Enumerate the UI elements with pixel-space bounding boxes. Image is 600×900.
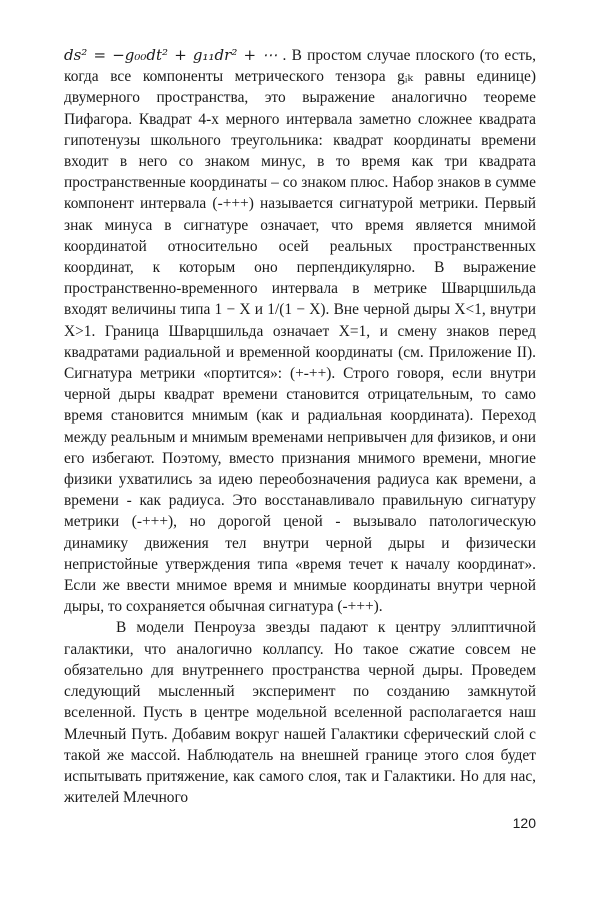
paragraph-text: В модели Пенроуза звезды падают к центру эллиптичной галактики, что аналогично коллапсу. Но такое сжатие совсем не обязательно для внутреннего пространства черной дыры. Проведем следующий мысленный эксперимент по созданию замкнутой вселенной. Пусть в центре модельной вселенной располагается наш Млечный Путь. Добавим вокруг нашей Галактики сферический слой с такой же массой. Наблюдатель на внешней границе этого слоя будет испытывать притяжение, как самого слоя, так и Галактики. Но для нас, жителей Млечного [64,619,536,807]
paragraph-text: . В простом случае плоского (то есть, когда все компоненты метрического тензора gᵢₖ равны единице) двумерного пространства, это выражение аналогично теореме Пифагора. Квадрат 4-х мерного интервала заметно сложнее квадрата гипотенузы школьного треугольника: квадрат координаты времени входит в него со знаком минус, в то время как три квадрата пространственные координаты – со знаком плюс. Набор знаков в сумме компонент интервала (-+++) называется сигнатурой метрики. Первый знак минуса в сигнатуре означает, что время является мнимой координатой относительно осей реальных пространственных координат, к которым оно перпендикулярно. В выражение пространственно-временного интервала в метрике Шварцшильда входят величины типа 1 − X и 1/(1 − X). Вне черной дыры X<1, внутри X>1. Граница Шварцшильда означает X=1, и смену знаков перед квадратами радиальной и временной координаты (см. Приложение II). Сигнатура метрики «портится»: (+-++). Строго говоря, если внутри черной дыры квадрат времени становится отрицательным, то само время становится мнимым (как и радиальная координата). Переход между реальным и мнимым временами непривычен для физиков, и они его избегают. Поэтому, вместо признания мнимого времени, многие физики ухватились за идею переобозначения радиуса как времени, а времени - как радиуса. Это восстанавливало правильную сигнатуру метрики (-+++), но дорогой ценой - вызывало патологическую динамику движения тел внутри черной дыры и физически непристойные утверждения типа «время течет к началу координат». Если же ввести мнимое время и мнимые координаты внутри черной дыры, то сохраняется обычная сигнатура (-+++). [64,47,536,616]
paragraph-penrose-model [64,617,536,808]
document-page [64,45,536,808]
page-number: 120 [512,815,536,831]
paragraph-metric-signature [64,45,536,617]
interval-formula: ds² = −g₀₀dt² + g₁₁dr² + ⋯ [64,46,278,64]
